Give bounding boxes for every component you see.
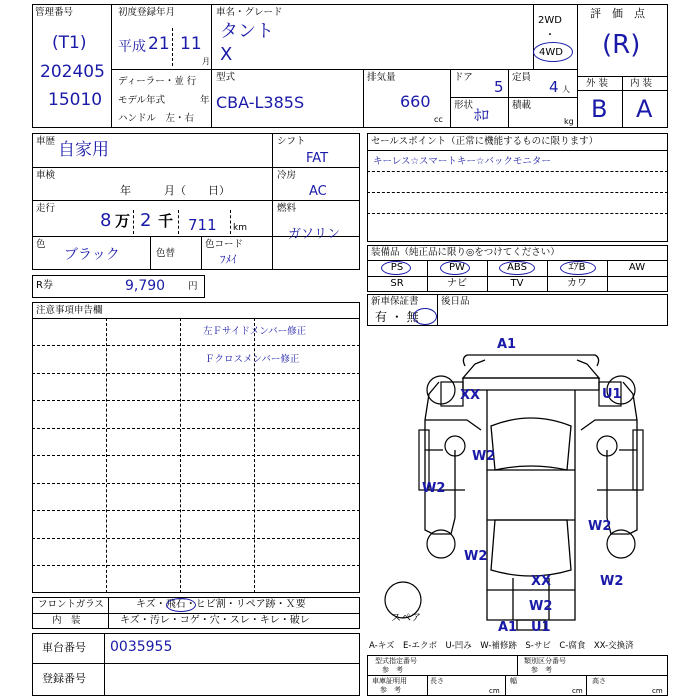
notes-rule (32, 400, 360, 401)
color-code-label: 色コード (205, 239, 244, 250)
notes-rule (32, 483, 360, 484)
handle-label: ハンドル 左・右 (118, 113, 195, 124)
shaken-label: 車検 (36, 170, 56, 181)
registration-label: 登録番号 (42, 672, 86, 685)
ac-label: 冷房 (277, 170, 297, 181)
mgmt-number-2: 15010 (48, 90, 103, 110)
notes-line-1: 左Ｆサイドメンバー修正 (203, 326, 307, 337)
damage-mark-left-rear-w2: W2 (464, 549, 488, 564)
drive-4wd-circle (533, 42, 573, 62)
damage-mark-rear-u1: U1 (531, 620, 551, 635)
dealer-label: ディーラー・並 行 (118, 76, 197, 87)
equip-pw-circle (440, 261, 470, 275)
warranty-label: 新車保証書 (371, 296, 419, 307)
ext-label: 外 装 (586, 78, 609, 89)
shape-value: ﾎﾛ (474, 106, 490, 124)
car-name: タント (220, 21, 274, 42)
damage-mark-right-side-w2: W2 (588, 519, 612, 534)
mileage-sen-unit: 千 (158, 212, 174, 230)
load-label: 積載 (512, 100, 532, 111)
warranty-none-circle (413, 308, 437, 325)
recycle-box (32, 275, 205, 298)
disp-value: 660 (400, 92, 431, 111)
equip-ps: PS (390, 262, 404, 273)
length-label: 長さ (430, 677, 444, 685)
damage-mark-rear-xx: XX (531, 574, 552, 589)
front-glass-label: フロントガラス (38, 599, 104, 610)
cap-unit: 人 (562, 85, 570, 94)
equip-airbag: ｴｱB (568, 262, 586, 273)
equip-ps-circle (381, 261, 411, 275)
equip-pw: PW (449, 262, 465, 273)
shaken-value: 年 月（ 日） (120, 184, 230, 197)
mileage-sen: 2 (140, 210, 152, 231)
damage-mark-rear-a1: A1 (498, 620, 518, 635)
equip-abs-circle (499, 261, 535, 275)
grade: X (220, 44, 233, 65)
damage-mark-right-rear-w2: W2 (600, 574, 624, 589)
damage-mark-center-w2: W2 (472, 449, 496, 464)
top-section (32, 4, 668, 128)
damage-mark-front-a1: A1 (497, 337, 517, 352)
history-value: 自家用 (58, 140, 109, 160)
color-code-value: ﾌﾒｲ (220, 253, 237, 266)
notes-label: 注意事項申告欄 (36, 305, 103, 316)
score-value: (R) (602, 30, 641, 60)
notes-line-2: Ｆクロスメンバー修正 (205, 354, 300, 365)
recycle-label: R券 (36, 280, 53, 291)
interior-value: キズ・汚レ・コゲ・穴・スレ・キレ・破レ (120, 615, 310, 626)
ext-value: B (591, 95, 608, 123)
shape-label: 形状 (454, 100, 474, 111)
chassis-value: 0035955 (110, 639, 173, 655)
recycle-value: 9,790 (125, 278, 166, 294)
reg-label: 初度登録年月 (118, 7, 176, 18)
int-value: A (636, 95, 653, 123)
car-diagram (367, 330, 668, 640)
mileage-man-unit: 万 (115, 212, 131, 230)
mgmt-t: (T1) (52, 33, 87, 53)
name-label: 車名・グレード (216, 7, 283, 18)
equip-navi: ナビ (447, 278, 467, 289)
drive-4wd: 4WD (539, 47, 563, 58)
cert-class-sub: 参 考 (531, 666, 552, 674)
height-label: 高さ (592, 677, 606, 685)
front-glass-chip-circle (166, 598, 196, 612)
spare-label: スペア (391, 613, 421, 624)
score-label: 評 価 点 (590, 7, 645, 20)
damage-mark-left-side-w2: W2 (422, 481, 446, 496)
reg-year: 21 (148, 34, 170, 54)
door-label: ドア (454, 72, 473, 83)
load-unit: kg (564, 117, 574, 126)
type-value: CBA-L385S (216, 93, 305, 112)
equip-aw: AW (628, 262, 646, 273)
color-change-label: 色替 (156, 248, 176, 259)
sales-line-1: キーレス☆スマートキー☆バックモニター (373, 156, 551, 167)
model-year-unit: 年 (200, 95, 210, 106)
recycle-unit: 円 (188, 281, 198, 292)
mileage-unit: km (233, 223, 247, 233)
cert-type-label: 型式指定番号 (375, 657, 417, 665)
reg-month: 11 (180, 34, 202, 54)
color-label: 色 (36, 239, 46, 250)
reg-month-unit: 月 (202, 57, 210, 66)
damage-mark-right-front-u1: U1 (602, 387, 622, 402)
cert-class-label: 類別区分番号 (524, 657, 566, 665)
door-value: 5 (494, 78, 504, 96)
width-label: 幅 (510, 677, 517, 685)
width-unit: cm (572, 687, 583, 695)
notes-rule (32, 455, 360, 456)
notes-rule (32, 538, 360, 539)
equip-tv: TV (510, 278, 524, 289)
sales-label: セールスポイント（正常に機能するものに限ります） (371, 136, 599, 147)
history-label: 車歴 (36, 136, 56, 147)
height-unit: cm (652, 687, 663, 695)
notes-rule (32, 510, 360, 511)
notes-rule (32, 565, 360, 566)
shift-label: シフト (277, 136, 306, 147)
damage-legend: A-キズ E-エクボ U-凹み W-補修跡 S-サビ C-腐食 XX-交換済 (369, 641, 634, 651)
cap-label: 定員 (512, 72, 532, 83)
disp-unit: cc (434, 115, 443, 124)
manual-label: 後日品 (441, 296, 470, 307)
fuel-value: ガソリン (288, 227, 341, 242)
mgmt-number-1: 202405 (40, 62, 105, 82)
cert-garage-label: 車庫証明用 (372, 677, 407, 685)
int-label: 内 装 (630, 78, 653, 89)
cert-garage-sub: 参 考 (380, 686, 401, 694)
equip-airbag-circle (560, 261, 596, 275)
shift-value: FAT (306, 151, 329, 166)
type-label: 型式 (216, 72, 236, 83)
model-year-label: モデル年式 (118, 95, 166, 106)
equipment-label: 装備品（純正品に限り◎をつけてください） (371, 247, 560, 258)
mileage-man: 8 (100, 210, 112, 231)
ac-value: AC (309, 184, 327, 199)
cert-type-sub: 参 考 (382, 666, 403, 674)
interior-label: 内 装 (52, 615, 81, 626)
cap-value: 4 (549, 78, 559, 96)
fuel-label: 燃料 (277, 203, 297, 214)
drive-dot: ・ (545, 30, 555, 41)
warranty-value: 有 ・ 無 (375, 310, 419, 324)
color-value: ブラック (64, 247, 120, 263)
equip-leather: カワ (567, 278, 587, 289)
notes-rule (32, 373, 360, 374)
drive-2wd: 2WD (538, 15, 562, 26)
damage-mark-rear-w2: W2 (529, 599, 553, 614)
chassis-label: 車台番号 (42, 641, 86, 654)
equip-abs: ABS (507, 262, 527, 273)
equip-sr: SR (390, 278, 404, 289)
mgmt-label: 管理番号 (35, 7, 74, 18)
notes-rule (32, 428, 360, 429)
mileage-label: 走行 (36, 203, 56, 214)
reg-era: 平成 (118, 39, 146, 55)
mileage-rest: 711 (188, 216, 217, 234)
length-unit: cm (489, 687, 500, 695)
notes-rule (32, 345, 360, 346)
front-glass-value: キズ・飛石・ヒビ割・リペア跡・Ｘ要 (136, 599, 306, 610)
disp-label: 排気量 (367, 72, 396, 83)
damage-mark-left-front-xx: XX (460, 388, 481, 403)
